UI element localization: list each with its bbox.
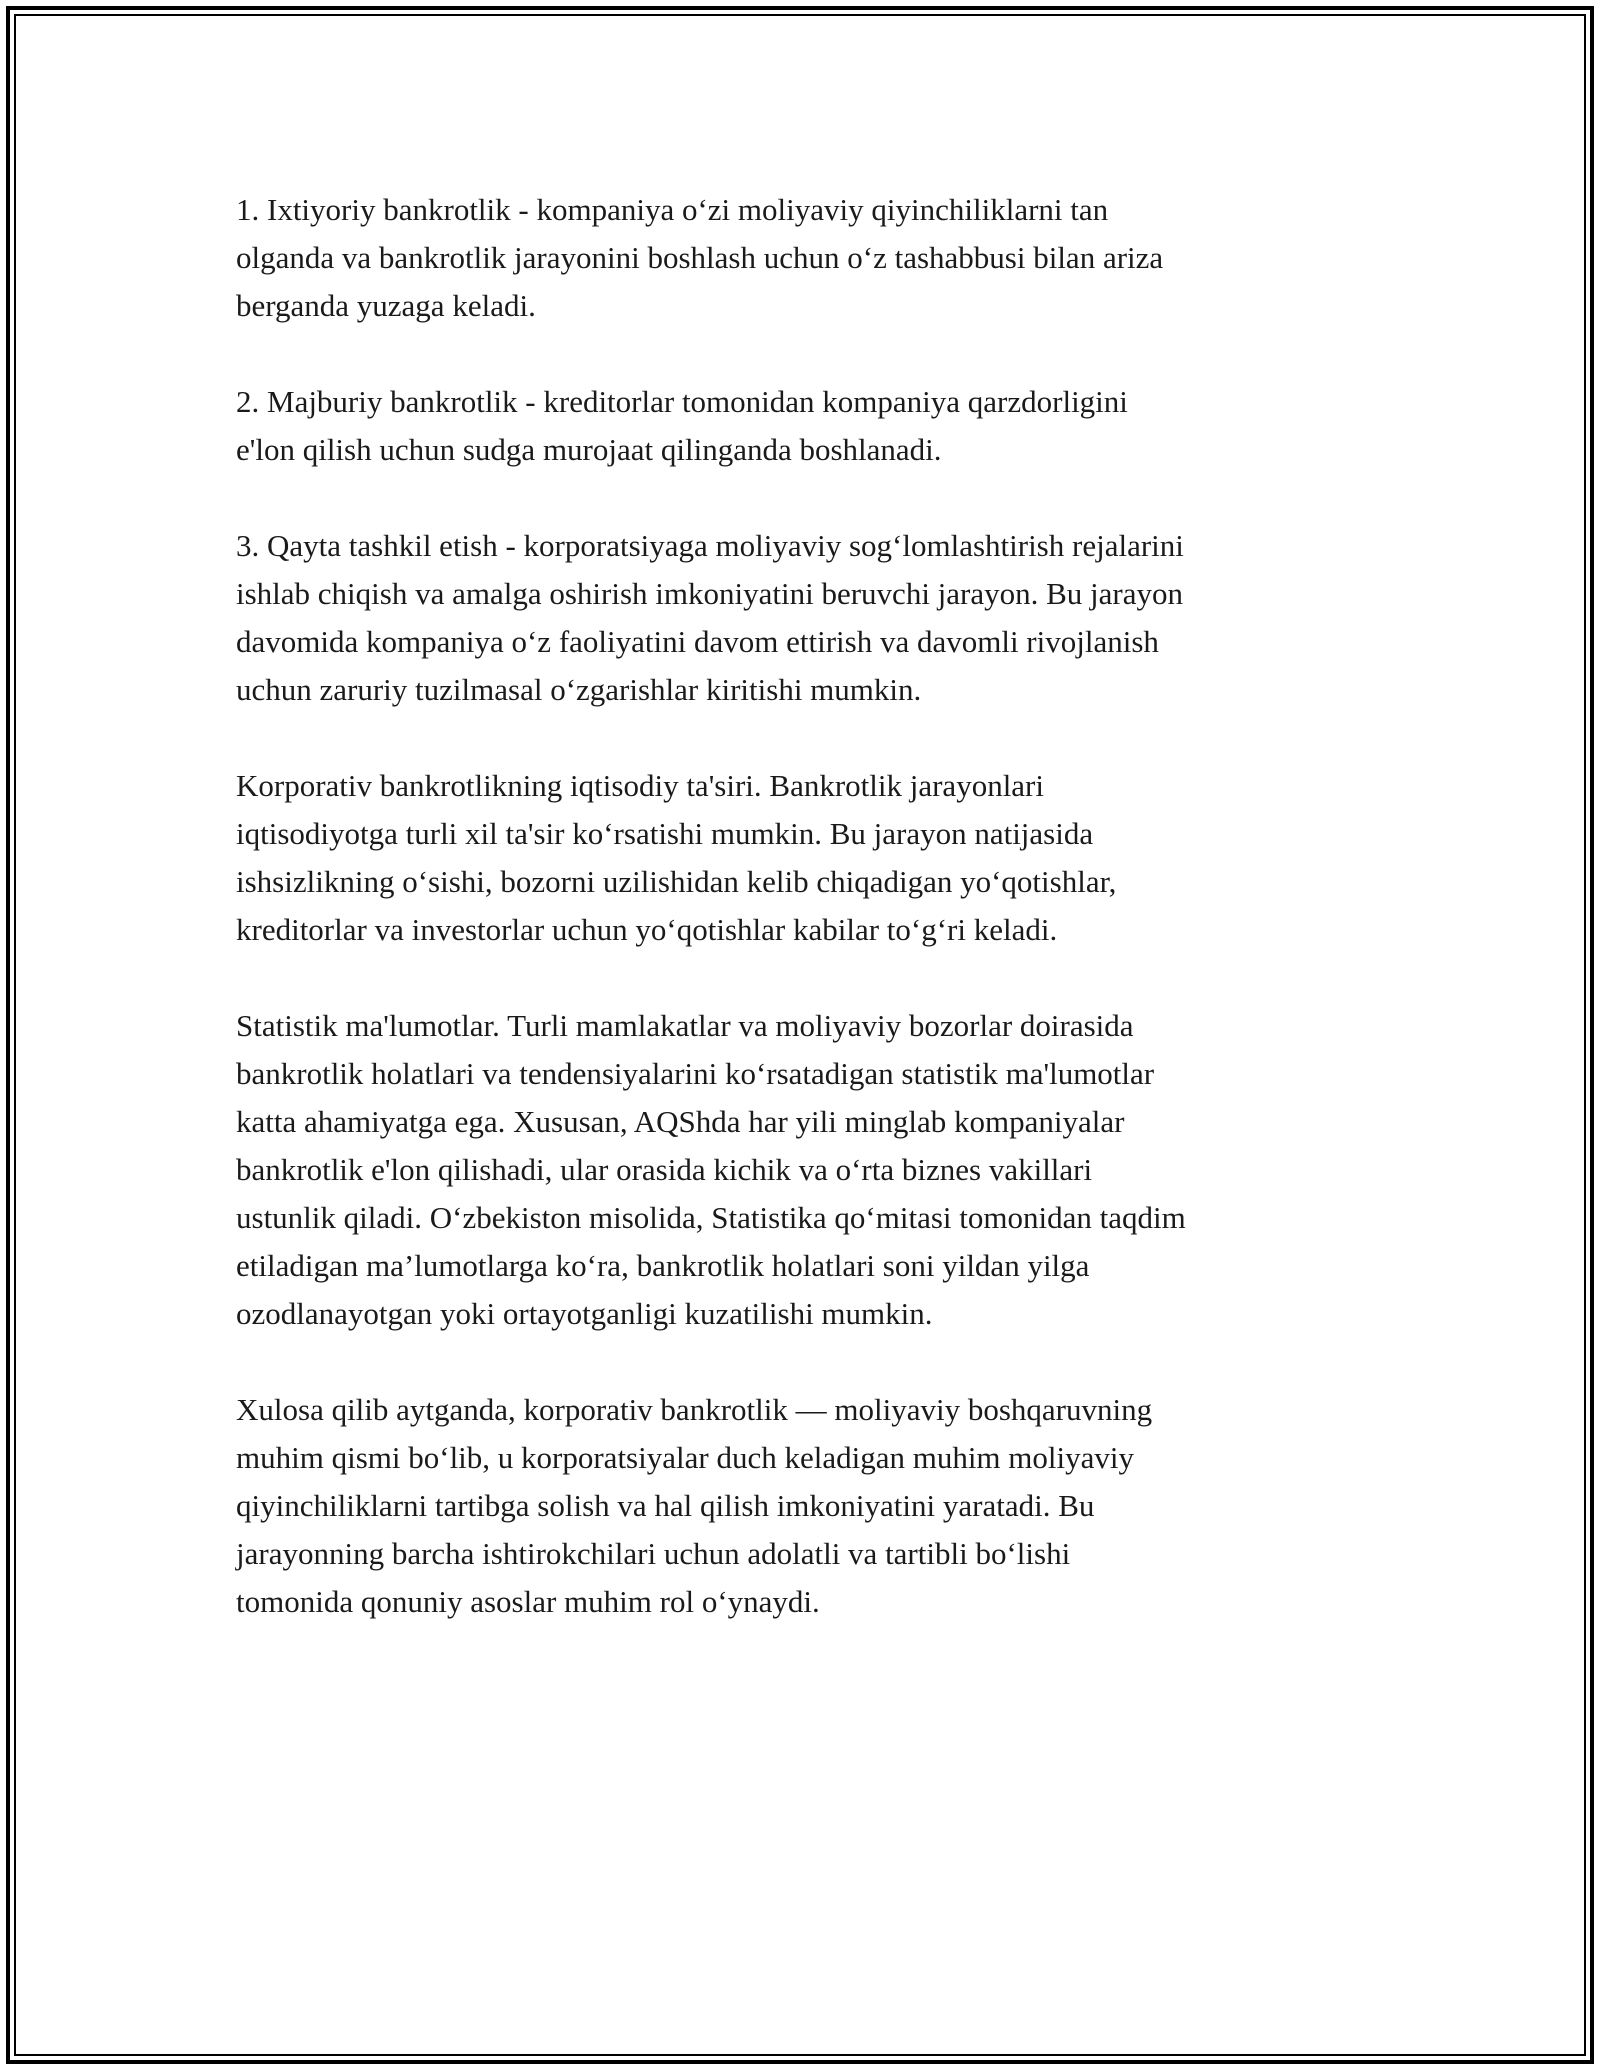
- paragraph-conclusion: Xulosa qilib aytganda, korporativ bankrotlik — moliyaviy boshqaruvning muhim qismi bo‘lib, u korporatsiyalar duch keladigan muhim moliyaviy qiyinchiliklarni tartibga solish va hal qilish imkoniyatini yaratadi. Bu jarayonning barcha ishtirokchilari uchun adolatli va tartibli bo‘lishi tomonida qonuniy asoslar muhim rol o‘ynaydi.: [236, 1392, 1153, 1619]
- document-body: [236, 186, 1366, 1674]
- paragraph-statistics: Statistik ma'lumotlar. Turli mamlakatlar va moliyaviy bozorlar doirasida bankrotlik holatlari va tendensiyalarini ko‘rsatadigan statistik ma'lumotlar katta ahamiyatga ega. Xususan, AQShda har yili minglab kompaniyalar bankrotlik e'lon qilishadi, ular orasida kichik va o‘rta biznes vakillari ustunlik qiladi. O‘zbekiston misolida, Statistika qo‘mitasi tomonidan taqdim etiladigan ma’lumotlarga ko‘ra, bankrotlik holatlari soni yildan yilga ozodlanayotgan yoki ortayotganligi kuzatilishi mumkin.: [236, 1008, 1186, 1331]
- paragraph-economic-impact: Korporativ bankrotlikning iqtisodiy ta'siri. Bankrotlik jarayonlari iqtisodiyotga turli xil ta'sir ko‘rsatishi mumkin. Bu jarayon natijasida ishsizlikning o‘sishi, bozorni uzilishidan kelib chiqadigan yo‘qotishlar, kreditorlar va investorlar uchun yo‘qotishlar kabilar to‘g‘ri keladi.: [236, 768, 1117, 947]
- paragraph-reorganization: 3. Qayta tashkil etish - korporatsiyaga moliyaviy sog‘lomlashtirish rejalarini ishlab chiqish va amalga oshirish imkoniyatini beruvchi jarayon. Bu jarayon davomida kompaniya o‘z faoliyatini davom ettirish va davomli rivojlanish uchun zaruriy tuzilmasal o‘zgarishlar kiritishi mumkin.: [236, 528, 1184, 707]
- paragraph-voluntary-bankruptcy: 1. Ixtiyoriy bankrotlik - kompaniya o‘zi moliyaviy qiyinchiliklarni tan olganda va bankrotlik jarayonini boshlash uchun o‘z tashabbusi bilan ariza berganda yuzaga keladi.: [236, 192, 1164, 323]
- paragraph-involuntary-bankruptcy: 2. Majburiy bankrotlik - kreditorlar tomonidan kompaniya qarzdorligini e'lon qilish uchun sudga murojaat qilinganda boshlanadi.: [236, 384, 1128, 467]
